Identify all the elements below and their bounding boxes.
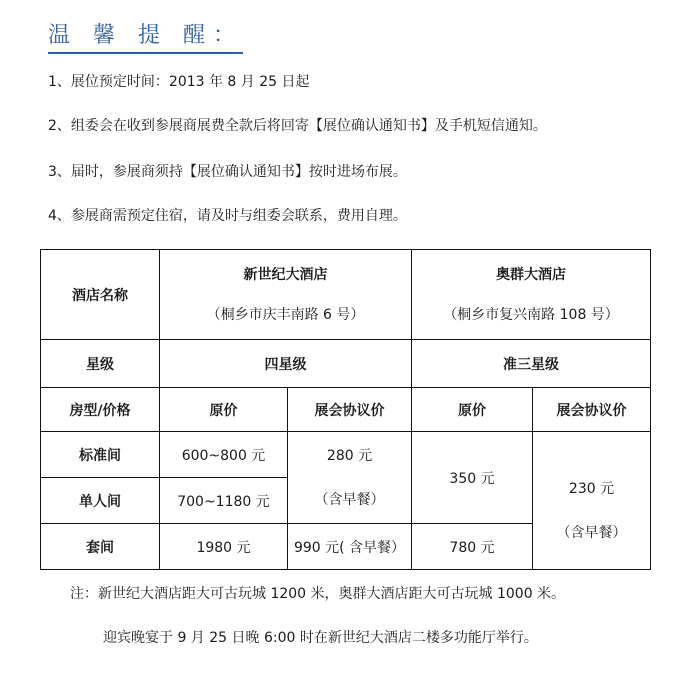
hotel-1-expo-note: （含早餐） xyxy=(314,491,385,508)
hotel-2-expo-header: 展会协议价 xyxy=(533,388,651,432)
room-type-single: 单人间 xyxy=(41,478,160,524)
hotel-1-expo-price: 280 元 xyxy=(326,447,373,464)
note-booking-time: 1、展位预定时间：2013 年 8 月 25 日起 xyxy=(48,74,310,90)
room-type-standard: 标准间 xyxy=(41,432,160,478)
hotel-price-table xyxy=(40,249,651,570)
hotel-1-original-header: 原价 xyxy=(160,388,288,432)
note-setup: 3、届时，参展商须持【展位确认通知书】按时进场布展。 xyxy=(48,164,407,180)
hotel-1-star: 四星级 xyxy=(160,340,412,388)
hotel-2-star: 准三星级 xyxy=(412,340,651,388)
hotel-1-suite-expo: 990 元( 含早餐） xyxy=(288,524,412,570)
hotel-1-address: （桐乡市庆丰南路 6 号） xyxy=(206,306,365,323)
hotel-name-header: 酒店名称 xyxy=(41,250,160,340)
room-price-header: 房型/价格 xyxy=(41,388,160,432)
hotel-1-suite-original: 1980 元 xyxy=(160,524,288,570)
hotel-2-expo-price: 230 元 xyxy=(568,480,615,497)
note-confirmation: 2、组委会在收到参展商展费全款后将回寄【展位确认通知书】及手机短信通知。 xyxy=(48,118,547,134)
note-accommodation: 4、参展商需预定住宿，请及时与组委会联系，费用自理。 xyxy=(48,208,407,224)
hotel-2-expo-merged xyxy=(533,432,651,570)
banquet-note: 迎宾晚宴于 9 月 25 日晚 6:00 时在新世纪大酒店二楼多功能厅举行。 xyxy=(103,630,538,646)
hotel-2-info xyxy=(412,250,651,340)
hotel-2-address: （桐乡市复兴南路 108 号） xyxy=(443,306,619,323)
hotel-2-suite-original: 780 元 xyxy=(412,524,533,570)
hotel-1-standard-original: 600~800 元 xyxy=(160,432,288,478)
hotel-1-info xyxy=(160,250,412,340)
hotel-1-name: 新世纪大酒店 xyxy=(243,266,328,283)
hotel-2-original-header: 原价 xyxy=(412,388,533,432)
distance-note: 注：新世纪大酒店距大可古玩城 1200 米，奥群大酒店距大可古玩城 1000 米。 xyxy=(70,586,566,602)
hotel-1-expo-header: 展会协议价 xyxy=(288,388,412,432)
hotel-2-name: 奥群大酒店 xyxy=(496,266,566,283)
hotel-1-single-original: 700~1180 元 xyxy=(160,478,288,524)
page-title: 温 馨 提 醒： xyxy=(48,22,243,54)
hotel-2-expo-note: （含早餐） xyxy=(556,524,627,541)
hotel-1-expo-merged xyxy=(288,432,412,524)
hotel-2-original-merged: 350 元 xyxy=(412,432,533,524)
room-type-suite: 套间 xyxy=(41,524,160,570)
star-header: 星级 xyxy=(41,340,160,388)
